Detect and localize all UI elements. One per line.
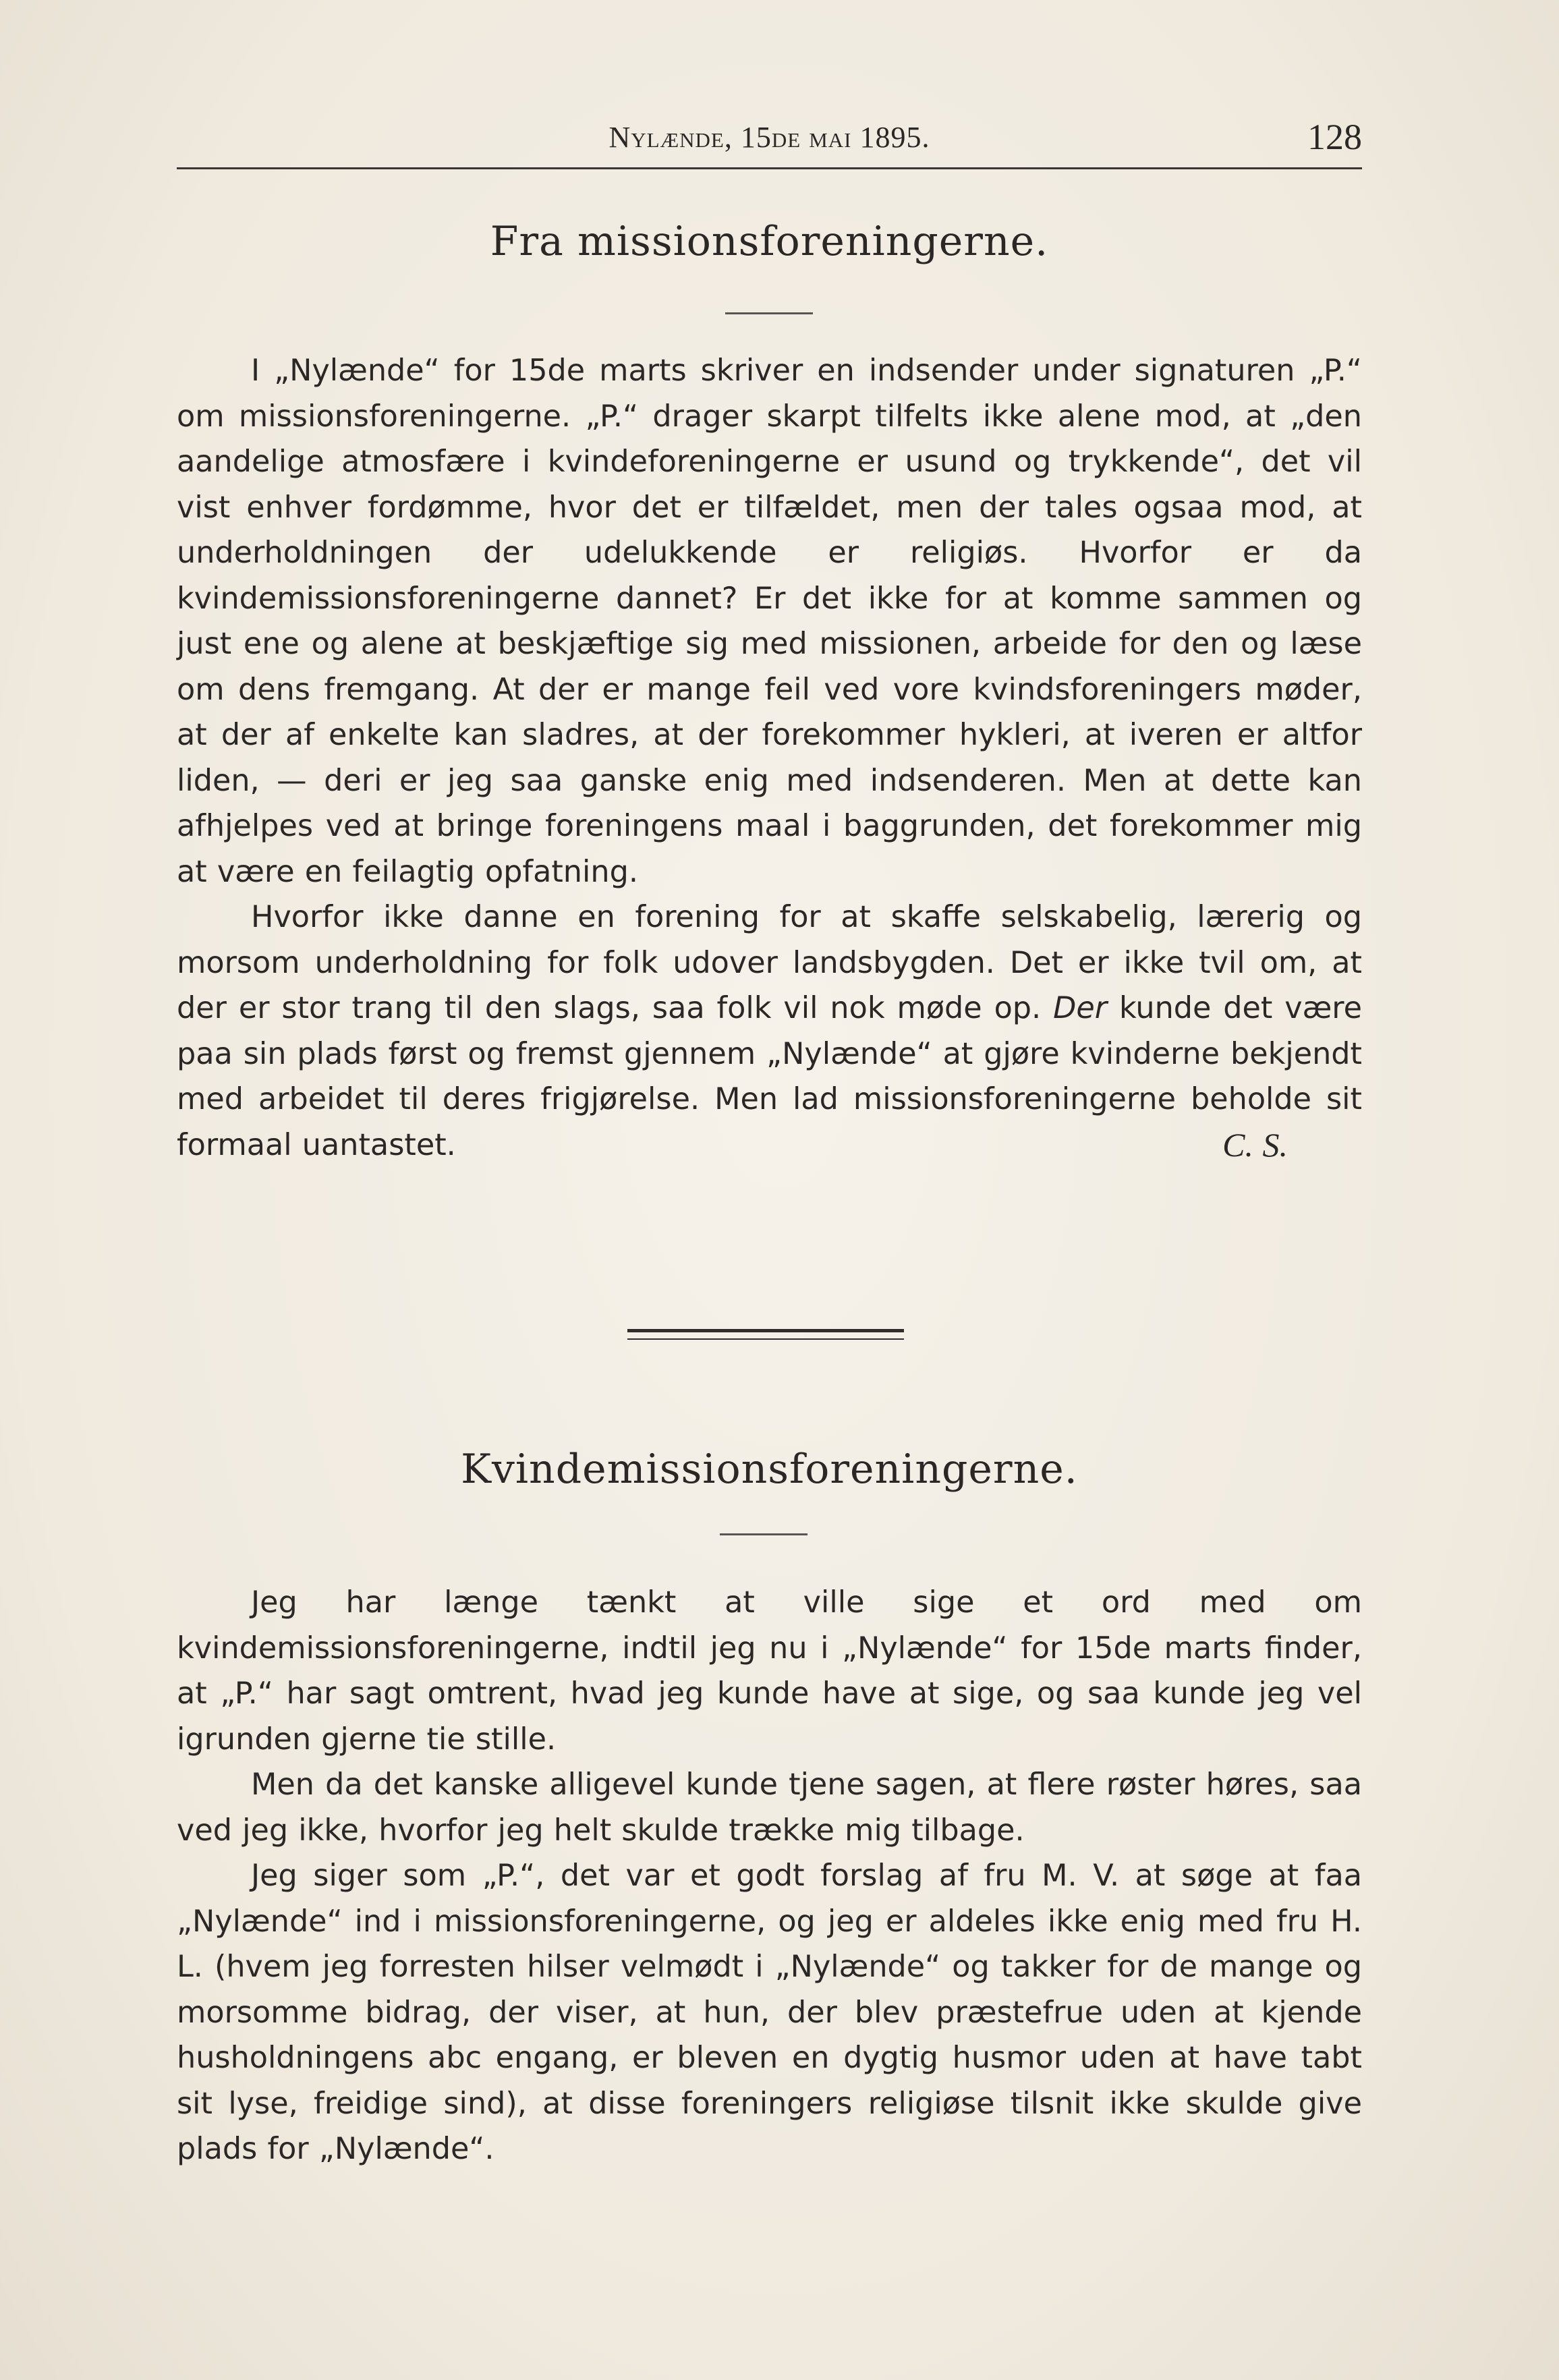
article-2-title: Kvindemissionsforeningerne. (461, 1446, 1078, 1493)
running-head (177, 113, 1362, 169)
article-1-paragraph (177, 895, 1362, 1168)
article-1-body (177, 348, 1362, 1168)
article-1-paragraph-text: Hvorfor ikke danne en forening for at skaffe selskabelig, lærerig og morsom underholdning for folk udover landsbygden. Det er ikke tvil om, at der er stor trang til den slags, saa folk vil nok møde op. (177, 900, 1362, 1025)
article-1-signature: C. S. (1222, 1125, 1288, 1164)
section-divider (627, 1329, 904, 1340)
article-1-emphasis: Der (1053, 991, 1108, 1025)
article-2-title-rule (720, 1533, 807, 1535)
page-number: 128 (1307, 117, 1362, 157)
article-2-paragraph: Jeg siger som „P.“, det var et godt forslag af fru M. V. at søge at faa „Nylænde“ ind i missionsforeningerne, og jeg er aldeles ikke enig med fru H. L. (hvem jeg forresten hilser velmødt i „Nylænde“ og takker for de mange og morsomme bidrag, der viser, at hun, der blev præstefrue uden at kjende husholdningens abc engang, er bleven en dygtig husmor uden at have tabt sit lyse, freidige sind), at disse foreningers religiøse tilsnit ikke skulde give plads for „Nylænde“. (177, 1859, 1362, 2166)
article-2-body (177, 1580, 1362, 2172)
article-2 (177, 1442, 1362, 1496)
running-title: Nylænde, 15de mai 1895. (608, 121, 930, 154)
article-2-paragraph: Men da det kanske alligevel kunde tjene sagen, at flere røster høres, saa ved jeg ikke, hvorfor jeg helt skulde trække mig tilbage. (177, 1767, 1362, 1848)
article-1-paragraph-text: kunde det være paa sin plads først og fremst gjennem „Nylænde“ at gjøre kvinderne bekjendt med arbeidet til deres frigjørelse. Men lad missionsforeningerne beholde sit formaal uantastet. (177, 991, 1362, 1162)
article-1-title: Fra missionsforeningerne. (490, 218, 1049, 265)
article-1 (177, 215, 1362, 268)
article-1-title-rule (725, 312, 813, 314)
article-2-paragraph: Jeg har længe tænkt at ville sige et ord med om kvindemissionsforeningerne, indtil jeg nu i „Nylænde“ for 15de marts finder, at „P.“ har sagt omtrent, hvad jeg kunde have at sige, og saa kunde jeg vel igrunden gjerne tie stille. (177, 1585, 1362, 1757)
article-1-paragraph: I „Nylænde“ for 15de marts skriver en indsender under signaturen „P.“ om missionsforeningerne. „P.“ drager skarpt tilfelts ikke alene mod, at „den aandelige atmosfære i kvindeforeningerne er usund og trykkende“, det vil vist enhver fordømme, hvor det er tilfældet, men der tales ogsaa mod, at underholdningen der udelukkende er religiøs. Hvorfor er da kvindemissionsforeningerne dannet? Er det ikke for at komme sammen og just ene og alene at beskjæftige sig med missionen, arbeide for den og læse om dens fremgang. At der er mange feil ved vore kvindsforeningers møder, at der af enkelte kan sladres, at der forekommer hykleri, at iveren er altfor liden, — deri er jeg saa ganske enig med indsenderen. Men at dette kan afhjelpes ved at bringe foreningens maal i baggrunden, det forekommer mig at være en feilagtig opfatning. (177, 353, 1362, 889)
